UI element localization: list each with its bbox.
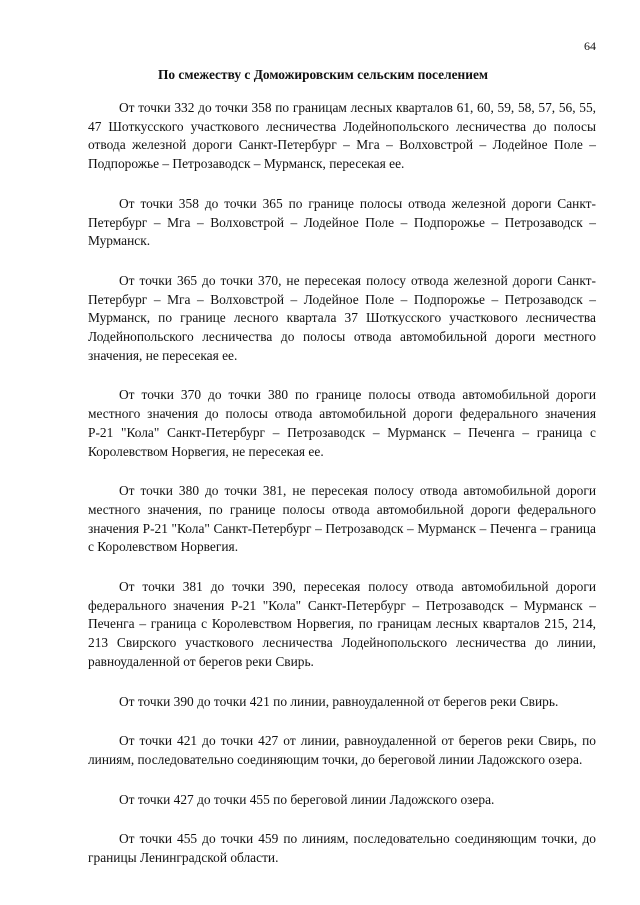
page-number: 64 [584, 39, 596, 53]
document-body [88, 99, 596, 889]
paragraph-3: От точки 365 до точки 370, не пересекая полосу отвода железной дороги Санкт-Петербург – Мга – Волховстрой – Лодейное Поле – Подпорожье – Петрозаводск – Мурманск, по границе лесного квартала 37 Шоткусского участкового лесничества Лодейнопольского лесничества до полосы отвода автомобильной дороги местного значения, не пересекая ее. [88, 272, 596, 363]
paragraph-1: От точки 332 до точки 358 по границам лесных кварталов 61, 60, 59, 58, 57, 56, 55, 47 Шоткусского участкового лесничества Лодейнопольского лесничества до полосы отвода железной дороги Санкт-Петербург – Мга – Волховстрой – Лодейное Поле – Подпорожье – Петрозаводск – Мурманск, пересекая ее. [88, 100, 596, 172]
paragraph-5: От точки 380 до точки 381, не пересекая полосу отвода автомобильной дороги местного значения, по границе полосы отвода автомобильной дороги федерального значения Р-21 "Кола" Санкт-Петербург – Петрозаводск – Мурманск – Печенга – граница с Королевством Норвегия. [88, 483, 596, 555]
paragraph-2: От точки 358 до точки 365 по границе полосы отвода железной дороги Санкт-Петербург – Мга – Волховстрой – Лодейное Поле – Подпорожье – Петрозаводск – Мурманск. [88, 195, 596, 249]
paragraph-4: От точки 370 до точки 380 по границе полосы отвода автомобильной дороги местного значения до полосы отвода автомобильной дороги федерального значения Р-21 "Кола" Санкт-Петербург – Петрозаводск – Мурманск – Печенга – граница с Королевством Норвегия, не пересекая ее. [88, 387, 596, 459]
paragraph-10: От точки 455 до точки 459 по линиям, последовательно соединяющим точки, до границы Ленинградской области. [88, 831, 596, 866]
paragraph-9: От точки 427 до точки 455 по береговой линии Ладожского озера. [119, 791, 495, 807]
section-heading: По смежеству с Доможировским сельским поселением [157, 67, 489, 82]
paragraph-7: От точки 390 до точки 421 по линии, равноудаленной от берегов реки Свирь. [119, 693, 559, 709]
paragraph-8: От точки 421 до точки 427 от линии, равноудаленной от берегов реки Свирь, по линиям, последовательно соединяющим точки, до береговой линии Ладожского озера. [88, 733, 596, 767]
paragraph-6: От точки 381 до точки 390, пересекая полосу отвода автомобильной дороги федерального значения Р-21 "Кола" Санкт-Петербург – Петрозаводск – Мурманск – Печенга – граница с Королевством Норвегия, по границам лесных кварталов 215, 214, 213 Свирского участкового лесничества Лодейнопольского лесничества до линии, равноудаленной от берегов реки Свирь. [88, 579, 596, 669]
